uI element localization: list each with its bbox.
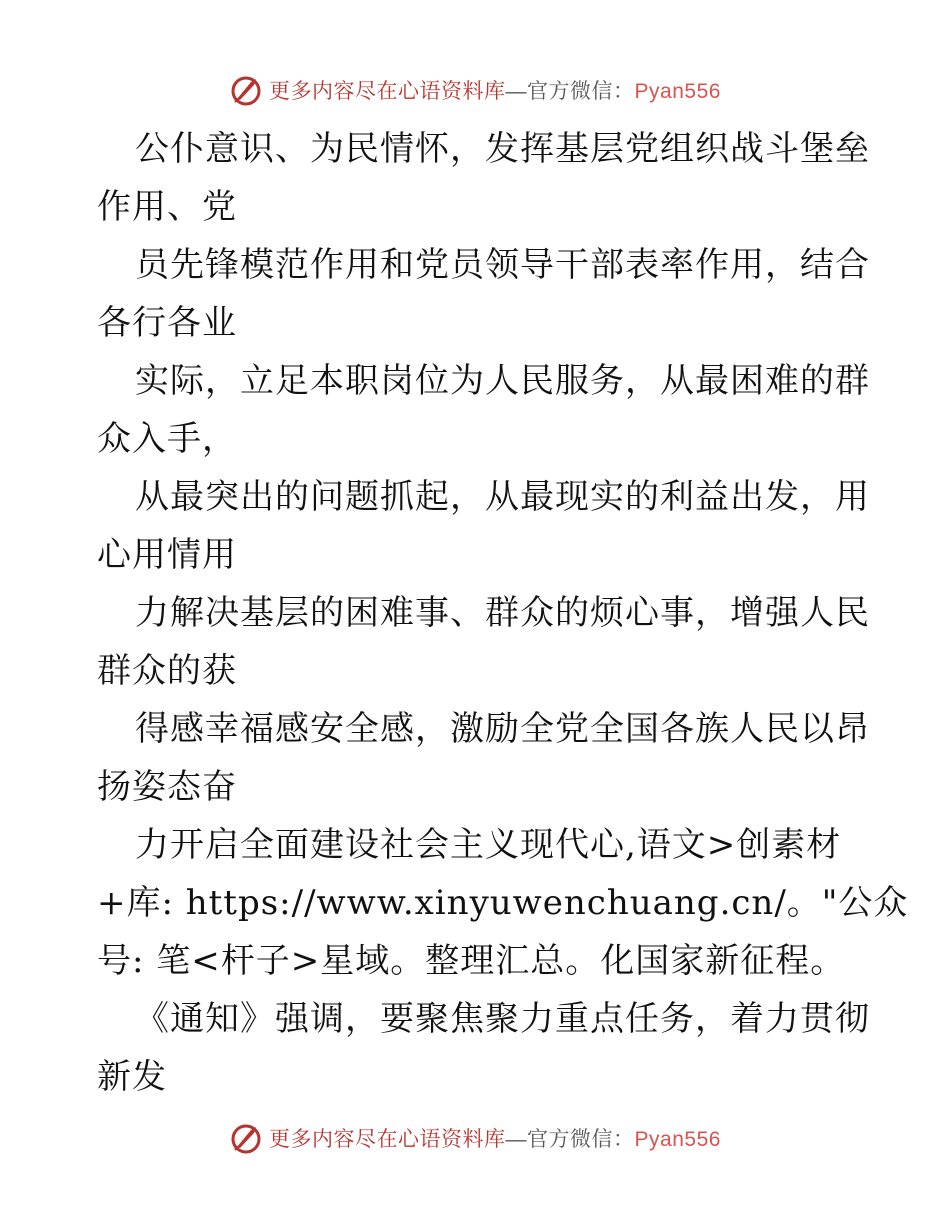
body-line: 《通知》强调，要聚焦聚力重点任务，着力贯彻 bbox=[135, 999, 870, 1039]
body-line: 群众的获 bbox=[97, 651, 237, 691]
body-line: 从最突出的问题抓起，从最现实的利益出发，用 bbox=[135, 477, 870, 517]
quill-pen-seal-icon bbox=[229, 1121, 263, 1155]
header-banner-text bbox=[269, 75, 721, 105]
body-line: 公仆意识、为民情怀，发挥基层党组织战斗堡垒 bbox=[135, 129, 870, 169]
body-line: 力解决基层的困难事、群众的烦心事，增强人民 bbox=[135, 593, 870, 633]
body-line: 作用、党 bbox=[97, 187, 237, 227]
header-separator: — bbox=[505, 80, 528, 103]
header-banner bbox=[0, 70, 950, 110]
footer-banner-text bbox=[269, 1123, 721, 1153]
body-text bbox=[97, 120, 909, 1106]
body-line: 号: 笔<杆子>星域。整理汇总。化国家新征程。 bbox=[97, 941, 846, 981]
footer-brand: 更多内容尽在心语资料库 bbox=[269, 1128, 506, 1151]
header-wechat-label: 官方微信： bbox=[527, 80, 635, 103]
body-line: 实际，立足本职岗位为人民服务，从最困难的群 bbox=[135, 361, 870, 401]
footer-separator: — bbox=[505, 1128, 528, 1151]
body-line: 扬姿态奋 bbox=[97, 767, 237, 807]
quill-pen-seal-icon bbox=[229, 73, 263, 107]
body-line: 众入手， bbox=[97, 419, 237, 459]
body-line: 新发 bbox=[97, 1057, 167, 1097]
body-line: 力开启全面建设社会主义现代心,语文>创素材 bbox=[135, 825, 842, 865]
body-line: 得感幸福感安全感，激励全党全国各族人民以昂 bbox=[135, 709, 870, 749]
footer-banner bbox=[0, 1118, 950, 1158]
body-line: 心用情用 bbox=[97, 535, 237, 575]
body-line: 各行各业 bbox=[97, 303, 237, 343]
header-wechat-id: Pyan556 bbox=[634, 80, 721, 103]
footer-wechat-label: 官方微信： bbox=[527, 1128, 635, 1151]
footer-wechat-id: Pyan556 bbox=[634, 1128, 721, 1151]
body-line: 员先锋模范作用和党员领导干部表率作用，结合 bbox=[135, 245, 870, 285]
body-line: +库: https://www.xinyuwenchuang.cn/。"公众 bbox=[97, 883, 909, 923]
header-brand: 更多内容尽在心语资料库 bbox=[269, 80, 506, 103]
